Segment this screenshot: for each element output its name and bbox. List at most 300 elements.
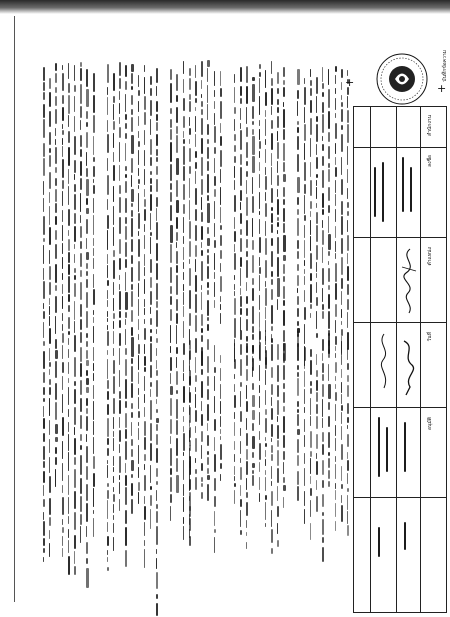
handwritten-stroke — [207, 68, 208, 82]
handwritten-stroke — [55, 244, 57, 260]
handwritten-stroke — [347, 425, 348, 429]
handwritten-stroke — [297, 127, 298, 133]
handwritten-stroke — [207, 139, 209, 144]
handwritten-stroke — [113, 348, 115, 355]
handwritten-stroke — [170, 205, 172, 221]
handwritten-stroke — [86, 152, 87, 167]
handwritten-stroke — [195, 458, 196, 464]
handwritten-stroke — [93, 310, 95, 315]
handwritten-stroke — [176, 74, 177, 91]
handwritten-stroke — [107, 175, 109, 195]
handwritten-stroke — [131, 449, 133, 457]
handwritten-stroke — [328, 251, 329, 255]
handwritten-stroke — [304, 435, 305, 447]
handwritten-stroke — [176, 399, 178, 418]
handwritten-stroke — [246, 161, 248, 166]
handwritten-stroke — [131, 218, 133, 237]
handwritten-stroke — [74, 85, 76, 92]
handwritten-stroke — [347, 511, 348, 524]
handwritten-stroke — [316, 453, 317, 459]
handwritten-stroke — [265, 92, 267, 106]
handwritten-stroke — [93, 488, 95, 506]
handwritten-stroke — [183, 166, 185, 181]
handwritten-stroke — [183, 497, 185, 512]
handwritten-stroke — [252, 196, 254, 213]
handwritten-stroke — [55, 189, 56, 201]
handwritten-stroke — [144, 96, 146, 110]
handwritten-stroke — [316, 333, 318, 338]
handwritten-stroke — [259, 295, 261, 310]
handwritten-stroke — [297, 486, 299, 502]
handwritten-stroke — [240, 308, 242, 315]
handwritten-stroke — [214, 113, 216, 125]
handwritten-stroke — [220, 150, 222, 167]
handwritten-stroke — [207, 161, 209, 170]
handwritten-stroke — [156, 329, 157, 334]
handwritten-stroke — [156, 310, 157, 328]
handwritten-stroke — [347, 96, 348, 108]
handwritten-stroke — [310, 180, 312, 196]
handwritten-stroke — [246, 319, 248, 330]
handwritten-stroke — [86, 179, 88, 196]
handwritten-stroke — [304, 260, 306, 266]
handwritten-stroke — [246, 532, 247, 536]
handwritten-stroke — [283, 310, 284, 327]
handwritten-stroke — [62, 497, 64, 516]
handwritten-stroke — [277, 523, 278, 534]
handwritten-stroke — [271, 367, 273, 378]
handwritten-stroke — [93, 248, 94, 256]
handwritten-stroke — [195, 259, 196, 272]
handwritten-stroke — [119, 197, 121, 213]
handwritten-stroke — [156, 166, 157, 175]
handwritten-stroke — [304, 389, 306, 404]
handwritten-stroke — [86, 168, 88, 177]
handwritten-stroke — [220, 169, 222, 183]
handwritten-stroke — [214, 253, 216, 271]
handwritten-stroke — [68, 115, 69, 126]
handwritten-stroke — [80, 226, 82, 238]
handwritten-stroke — [138, 355, 140, 371]
handwritten-stroke — [86, 378, 88, 385]
handwritten-stroke — [322, 363, 323, 373]
handwritten-stroke — [316, 116, 318, 122]
handwritten-stroke — [341, 257, 343, 275]
handwritten-stroke — [240, 190, 242, 201]
handwritten-stroke — [195, 188, 197, 206]
handwritten-stroke — [335, 404, 337, 421]
handwritten-stroke — [316, 174, 318, 179]
handwritten-stroke — [220, 304, 221, 310]
handwritten-stroke — [125, 174, 127, 178]
handwritten-stroke — [195, 315, 197, 332]
handwritten-stroke — [80, 215, 81, 223]
handwritten-stroke — [80, 161, 82, 177]
handwritten-stroke — [304, 87, 306, 105]
handwritten-stroke — [113, 96, 115, 103]
handwritten-stroke — [62, 95, 64, 104]
handwritten-stroke — [246, 296, 248, 305]
handwritten-stroke — [220, 429, 222, 434]
handwritten-stroke — [277, 400, 279, 415]
handwritten-stroke — [207, 238, 209, 246]
handwritten-stroke — [189, 440, 191, 446]
handwritten-stroke — [131, 73, 133, 83]
handwritten-stroke — [310, 381, 312, 386]
handwritten-stroke — [283, 365, 284, 380]
handwritten-stroke — [150, 291, 152, 306]
handwritten-stroke — [150, 139, 152, 156]
handwritten-stroke — [214, 189, 216, 197]
handwritten-stroke — [328, 89, 329, 108]
handwritten-stroke — [220, 463, 222, 469]
handwritten-stroke — [341, 394, 342, 404]
handwritten-stroke — [62, 362, 64, 373]
handwritten-stroke — [252, 395, 254, 408]
handwritten-stroke — [195, 225, 197, 241]
handwritten-stroke — [341, 238, 343, 254]
handwritten-stroke — [347, 110, 349, 123]
handwritten-stroke — [271, 338, 273, 344]
handwritten-stroke — [156, 101, 158, 112]
handwritten-stroke — [125, 217, 127, 224]
handwritten-stroke — [316, 496, 318, 512]
handwritten-stroke — [252, 306, 254, 324]
handwritten-stroke — [55, 73, 57, 83]
handwritten-stroke — [119, 185, 121, 195]
handwritten-stroke — [259, 493, 260, 502]
handwritten-stroke — [259, 462, 261, 472]
handwritten-stroke — [43, 198, 44, 212]
handwritten-stroke — [347, 452, 348, 458]
handwritten-stroke — [316, 416, 318, 429]
handwritten-stroke — [86, 219, 87, 234]
handwritten-stroke — [201, 335, 203, 342]
handwritten-stroke — [144, 407, 145, 417]
handwritten-stroke — [62, 130, 64, 135]
handwritten-stroke — [220, 401, 221, 414]
handwritten-stroke — [138, 239, 140, 257]
handwritten-stroke — [62, 124, 63, 129]
handwritten-stroke — [119, 444, 120, 454]
handwritten-stroke — [119, 320, 121, 328]
handwritten-stroke — [119, 333, 121, 346]
handwritten-stroke — [316, 245, 318, 260]
handwritten-stroke — [347, 266, 349, 281]
handwritten-stroke — [113, 331, 115, 344]
handwritten-stroke — [144, 356, 146, 366]
handwritten-stroke — [310, 69, 312, 77]
handwritten-stroke — [310, 253, 312, 269]
handwritten-stroke — [246, 127, 248, 137]
handwritten-stroke — [234, 412, 236, 419]
handwritten-stroke — [252, 156, 254, 173]
handwritten-stroke — [93, 289, 95, 304]
handwritten-stroke — [74, 407, 76, 425]
handwritten-stroke — [144, 209, 146, 222]
handwritten-stroke — [131, 267, 133, 282]
handwritten-stroke — [322, 460, 324, 475]
handwritten-stroke — [131, 474, 133, 478]
handwritten-stroke — [341, 309, 342, 318]
handwritten-stroke — [304, 453, 305, 464]
handwritten-stroke — [259, 211, 260, 215]
handwritten-stroke — [335, 425, 336, 436]
handwritten-stroke — [297, 296, 298, 306]
handwritten-stroke — [138, 101, 139, 112]
handwritten-stroke — [234, 87, 235, 103]
handwritten-stroke — [144, 344, 146, 354]
handwritten-stroke — [234, 145, 236, 152]
handwritten-stroke — [43, 311, 45, 319]
handwritten-stroke — [68, 276, 70, 293]
handwritten-stroke — [189, 200, 190, 220]
handwritten-stroke — [119, 284, 120, 290]
handwritten-stroke — [86, 238, 87, 249]
handwritten-stroke — [234, 156, 236, 163]
handwritten-stroke — [297, 121, 299, 126]
handwritten-stroke — [43, 538, 45, 547]
handwritten-stroke — [234, 298, 236, 315]
handwritten-stroke — [277, 344, 279, 360]
handwritten-stroke — [189, 117, 190, 127]
handwritten-stroke — [176, 325, 177, 344]
handwritten-stroke — [144, 199, 146, 207]
handwritten-stroke — [93, 115, 95, 133]
handwritten-stroke — [55, 350, 57, 359]
handwritten-stroke — [277, 365, 279, 382]
handwritten-stroke — [55, 178, 56, 186]
handwritten-stroke — [207, 203, 209, 223]
handwritten-stroke — [259, 129, 260, 140]
handwritten-stroke — [74, 535, 76, 550]
handwritten-stroke — [43, 143, 45, 157]
handwritten-stroke — [316, 180, 317, 186]
handwritten-stroke — [201, 242, 202, 248]
handwritten-stroke — [265, 110, 267, 117]
handwritten-stroke — [86, 89, 88, 108]
handwritten-stroke — [246, 418, 247, 430]
handwritten-stroke — [310, 284, 312, 303]
handwritten-stroke — [335, 456, 337, 462]
handwritten-stroke — [125, 379, 127, 399]
handwritten-stroke — [246, 308, 248, 316]
handwritten-stroke — [265, 502, 266, 519]
handwritten-stroke — [322, 92, 324, 97]
handwritten-stroke — [316, 461, 318, 475]
handwritten-stroke — [86, 111, 88, 119]
handwritten-stroke — [220, 250, 222, 259]
handwritten-stroke — [304, 324, 305, 344]
handwritten-stroke — [328, 216, 329, 234]
handwritten-stroke — [240, 499, 242, 506]
handwritten-stroke — [335, 283, 337, 301]
handwritten-stroke — [138, 344, 140, 354]
handwritten-stroke — [341, 382, 343, 392]
handwritten-stroke — [138, 299, 139, 316]
handwritten-stroke — [86, 311, 87, 328]
handwritten-stroke — [328, 364, 329, 381]
handwritten-stroke — [341, 125, 343, 131]
handwritten-stroke — [259, 396, 261, 409]
handwritten-stroke — [119, 417, 120, 428]
handwritten-stroke — [49, 92, 51, 108]
handwritten-stroke — [68, 434, 69, 451]
handwritten-stroke — [144, 150, 145, 166]
handwritten-stroke — [80, 106, 82, 118]
handwritten-stroke — [189, 68, 191, 76]
handwritten-stroke — [297, 218, 299, 236]
handwritten-stroke — [43, 303, 44, 310]
handwritten-stroke — [119, 165, 120, 181]
handwritten-stroke — [138, 90, 140, 96]
handwritten-stroke — [347, 253, 348, 264]
handwritten-stroke — [107, 460, 109, 464]
handwritten-stroke — [125, 166, 127, 171]
handwritten-stroke — [335, 384, 336, 390]
handwritten-stroke — [107, 438, 109, 445]
handwritten-stroke — [125, 475, 127, 486]
handwritten-stroke — [335, 253, 336, 258]
handwritten-stroke — [240, 330, 242, 340]
handwritten-stroke — [156, 301, 158, 308]
handwritten-stroke — [341, 355, 342, 366]
handwritten-stroke — [283, 187, 284, 198]
handwritten-stroke — [55, 469, 56, 487]
handwritten-stroke — [271, 397, 272, 405]
handwritten-stroke — [322, 519, 324, 535]
handwritten-stroke — [176, 265, 178, 273]
handwritten-stroke — [86, 466, 88, 480]
handwritten-stroke — [347, 70, 348, 76]
handwritten-stroke — [125, 441, 127, 460]
handwritten-stroke — [328, 69, 329, 85]
handwritten-stroke — [183, 61, 184, 74]
handwritten-stroke — [297, 331, 298, 338]
handwritten-stroke — [176, 299, 178, 312]
handwritten-stroke — [252, 278, 253, 285]
handwritten-stroke — [131, 284, 133, 290]
handwritten-stroke — [214, 300, 215, 308]
handwritten-stroke — [201, 109, 203, 116]
handwritten-stroke — [131, 366, 133, 382]
handwritten-stroke — [240, 510, 241, 527]
handwritten-stroke — [310, 360, 312, 375]
handwritten-stroke — [80, 455, 82, 475]
handwritten-stroke — [55, 424, 57, 434]
handwritten-stroke — [195, 116, 196, 132]
handwritten-stroke — [201, 328, 203, 333]
handwritten-stroke — [156, 149, 158, 156]
handwritten-stroke — [265, 119, 266, 136]
handwritten-stroke — [150, 232, 152, 236]
handwritten-stroke — [189, 241, 191, 257]
handwritten-stroke — [80, 84, 82, 104]
handwritten-stroke — [125, 487, 127, 505]
handwritten-stroke — [86, 568, 88, 588]
handwritten-stroke — [138, 283, 139, 296]
handwritten-stroke — [183, 146, 185, 165]
handwritten-mark — [382, 162, 384, 222]
handwritten-stroke — [138, 231, 140, 236]
handwritten-stroke — [144, 169, 145, 186]
handwritten-stroke — [62, 284, 64, 294]
handwritten-stroke — [176, 420, 178, 436]
handwritten-stroke — [43, 216, 45, 235]
handwritten-stroke — [138, 397, 140, 409]
handwritten-stroke — [220, 313, 221, 324]
handwritten-stroke — [138, 185, 140, 189]
handwritten-stroke — [138, 334, 140, 340]
handwritten-stroke — [80, 434, 82, 442]
handwritten-stroke — [107, 120, 108, 133]
handwritten-stroke — [335, 180, 336, 193]
handwritten-stroke — [283, 67, 285, 77]
handwritten-stroke — [113, 260, 115, 279]
handwritten-stroke — [156, 243, 158, 261]
handwritten-stroke — [131, 117, 133, 132]
handwritten-stroke — [150, 185, 152, 192]
handwritten-stroke — [316, 434, 318, 450]
handwritten-stroke — [207, 423, 208, 431]
handwritten-stroke — [43, 471, 45, 483]
handwritten-stroke — [234, 253, 236, 270]
handwritten-stroke — [119, 391, 121, 399]
handwritten-stroke — [328, 234, 330, 250]
handwritten-stroke — [283, 208, 284, 222]
handwritten-stroke — [131, 239, 132, 252]
handwritten-stroke — [74, 427, 75, 436]
handwritten-stroke — [322, 399, 323, 417]
handwritten-stroke — [138, 141, 140, 147]
handwritten-stroke — [183, 217, 185, 233]
handwritten-stroke — [341, 179, 343, 196]
handwritten-stroke — [119, 430, 121, 442]
handwritten-stroke — [322, 339, 324, 351]
handwritten-stroke — [107, 359, 108, 379]
handwritten-stroke — [347, 169, 348, 184]
handwritten-stroke — [86, 446, 88, 464]
handwritten-stroke — [176, 438, 178, 457]
handwritten-stroke — [113, 417, 115, 429]
handwritten-stroke — [304, 290, 306, 302]
handwritten-stroke — [283, 129, 284, 140]
handwritten-stroke — [341, 102, 343, 107]
handwritten-stroke — [271, 529, 273, 544]
handwritten-stroke — [265, 495, 267, 500]
handwritten-stroke — [150, 76, 152, 85]
handwritten-stroke — [183, 204, 185, 214]
handwritten-stroke — [207, 356, 208, 373]
handwritten-stroke — [43, 351, 45, 369]
handwritten-stroke — [144, 506, 146, 521]
handwritten-stroke — [68, 362, 69, 374]
handwritten-stroke — [189, 139, 191, 145]
handwritten-stroke — [271, 238, 273, 247]
handwritten-stroke — [138, 319, 139, 330]
handwritten-stroke — [49, 362, 51, 367]
handwritten-stroke — [86, 263, 87, 269]
signature-mark-icon — [374, 332, 394, 392]
handwritten-stroke — [107, 483, 109, 487]
handwritten-stroke — [252, 255, 254, 274]
handwritten-stroke — [322, 193, 324, 209]
handwritten-stroke — [207, 484, 209, 501]
handwritten-stroke — [335, 194, 336, 206]
handwritten-stroke — [347, 460, 349, 472]
handwritten-stroke — [240, 530, 242, 535]
handwritten-stroke — [195, 171, 196, 184]
